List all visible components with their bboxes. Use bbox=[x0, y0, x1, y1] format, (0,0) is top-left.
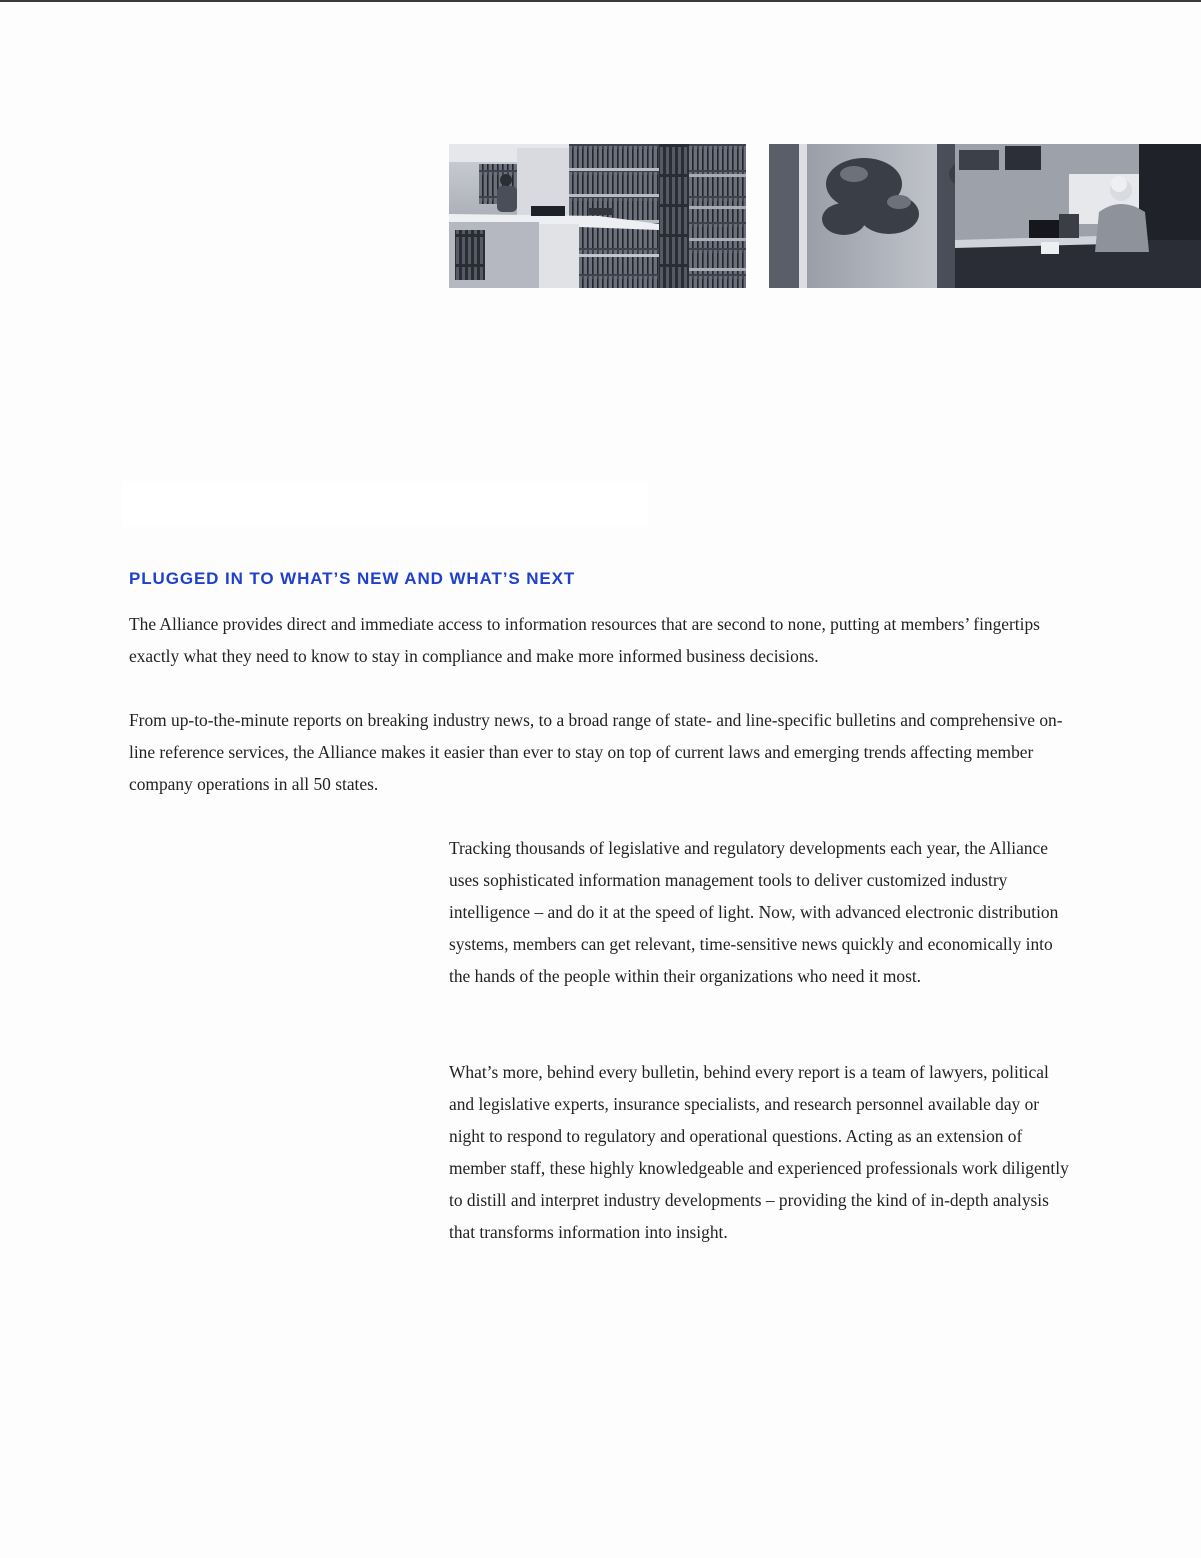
body-paragraph-3: Tracking thousands of legislative and regulatory developments each year, the Alliance uses sophisticated information management tools to deliver customized industry intelligence – and do it at the speed of light. Now, with advanced electronic distribution systems, members can get relevant, time-sensitive news quickly and economically into the hands of the people within their organizations who need it most. bbox=[449, 838, 1059, 986]
body-paragraph-1: The Alliance provides direct and immediate access to information resources that are second to none, putting at members’ fingertips exactly what they need to know to stay in compliance and make more informed business decisions. bbox=[129, 614, 1040, 666]
body-paragraph-4: What’s more, behind every bulletin, behind every report is a team of lawyers, political and legislative experts, insurance specialists, and research personnel available day or night to respond to regulatory and operational questions. Acting as an extension of member staff, these highly knowledgeable and experienced professionals work diligently to distill and interpret industry developments – providing the kind of in-depth analysis that transforms information into insight. bbox=[449, 1062, 1069, 1242]
library-stacks-photo bbox=[449, 144, 746, 288]
top-border-rule bbox=[0, 0, 1201, 2]
office-desk-photo bbox=[769, 144, 1201, 288]
blank-panel bbox=[122, 481, 648, 527]
body-paragraph-2: From up-to-the-minute reports on breaking industry news, to a broad range of state- and line-specific bulletins and comprehensive on-line reference services, the Alliance makes it easier than ever to stay on top of current laws and emerging trends affecting member company operations in all 50 states. bbox=[129, 710, 1063, 794]
section-headline: PLUGGED IN TO WHAT’S NEW AND WHAT’S NEXT bbox=[129, 569, 576, 588]
